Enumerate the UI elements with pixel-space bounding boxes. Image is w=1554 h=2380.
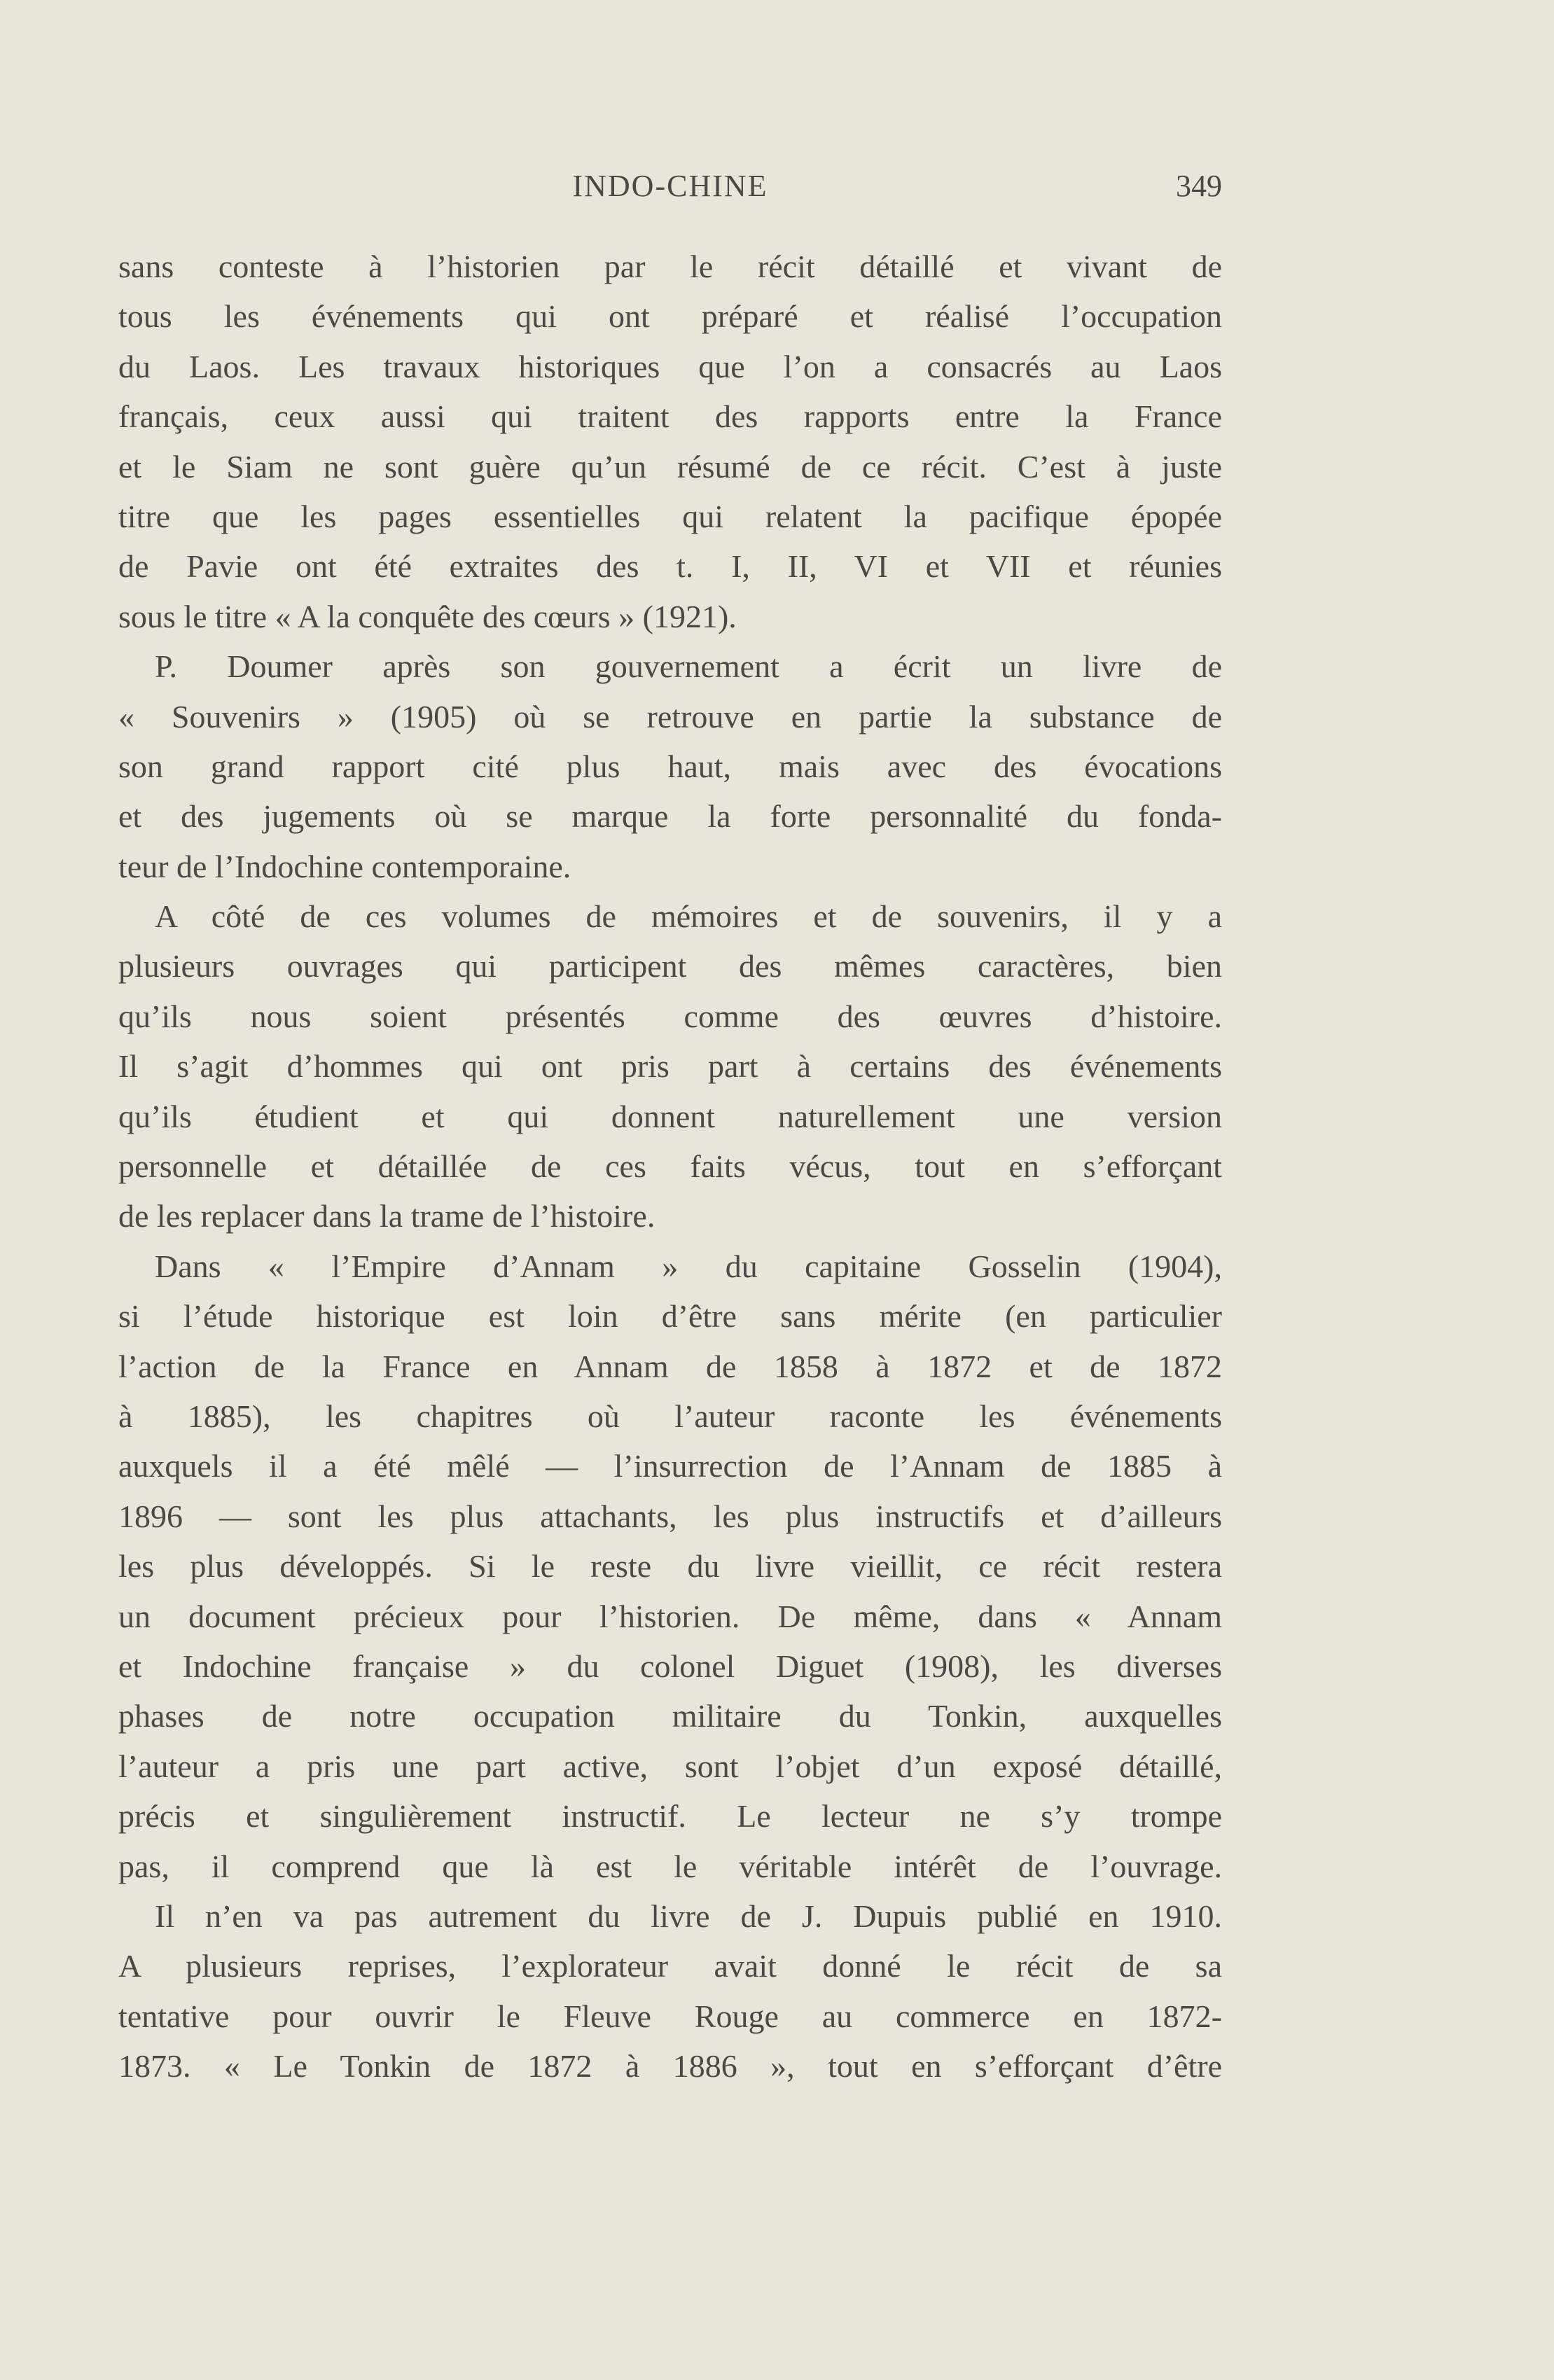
text-line: son grand rapport cité plus haut, mais avec des évocations bbox=[118, 748, 1222, 784]
text-line: Il s’agit d’hommes qui ont pris part à certains des événements bbox=[118, 1048, 1222, 1085]
text-line: l’auteur a pris une part active, sont l’objet d’un exposé détaillé, bbox=[118, 1748, 1222, 1784]
text-line: qu’ils étudient et qui donnent naturellement une version bbox=[118, 1098, 1222, 1134]
text-line: et Indochine française » du colonel Diguet (1908), les diverses bbox=[118, 1648, 1222, 1684]
text-line: plusieurs ouvrages qui participent des mêmes caractères, bien bbox=[118, 948, 1222, 984]
text-line: A plusieurs reprises, l’explorateur avait donné le récit de sa bbox=[118, 1948, 1222, 1984]
text-line: titre que les pages essentielles qui relatent la pacifique épopée bbox=[118, 498, 1222, 534]
text-line: auxquels il a été mêlé — l’insurrection de l’Annam de 1885 à bbox=[118, 1448, 1222, 1484]
text-line: sous le titre « A la conquête des cœurs » (1921). bbox=[118, 598, 737, 634]
text-line: un document précieux pour l’historien. De même, dans « Annam bbox=[118, 1598, 1222, 1634]
text-line: du Laos. Les travaux historiques que l’on a consacrés au Laos bbox=[118, 348, 1222, 384]
text-line: 1873. « Le Tonkin de 1872 à 1886 », tout en s’efforçant d’être bbox=[118, 2048, 1222, 2085]
text-line: de les replacer dans la trame de l’histoire. bbox=[118, 1198, 655, 1234]
text-line: si l’étude historique est loin d’être sans mérite (en particulier bbox=[118, 1298, 1222, 1335]
text-line: « Souvenirs » (1905) où se retrouve en partie la substance de bbox=[118, 698, 1222, 735]
text-line: à 1885), les chapitres où l’auteur raconte les événements bbox=[118, 1398, 1222, 1434]
text-line: personnelle et détaillée de ces faits vécus, tout en s’efforçant bbox=[118, 1148, 1222, 1185]
text-line: pas, il comprend que là est le véritable intérêt de l’ouvrage. bbox=[118, 1848, 1222, 1884]
running-title: INDO-CHINE bbox=[572, 169, 768, 203]
text-line: A côté de ces volumes de mémoires et de souvenirs, il y a bbox=[155, 898, 1222, 935]
text-line: français, ceux aussi qui traitent des rapports entre la France bbox=[118, 398, 1222, 435]
text-line: tentative pour ouvrir le Fleuve Rouge au commerce en 1872- bbox=[118, 1998, 1222, 2034]
page-number: 349 bbox=[1176, 169, 1222, 203]
text-line: qu’ils nous soient présentés comme des œuvres d’histoire. bbox=[118, 998, 1222, 1034]
text-line: Il n’en va pas autrement du livre de J. Dupuis publié en 1910. bbox=[155, 1898, 1222, 1934]
text-line: les plus développés. Si le reste du livre vieillit, ce récit restera bbox=[118, 1548, 1222, 1585]
text-line: l’action de la France en Annam de 1858 à 1872 et de 1872 bbox=[118, 1348, 1222, 1384]
text-line: Dans « l’Empire d’Annam » du capitaine Gosselin (1904), bbox=[155, 1248, 1222, 1284]
body-text bbox=[118, 242, 1222, 2091]
text-line: précis et singulièrement instructif. Le lecteur ne s’y trompe bbox=[118, 1798, 1222, 1835]
text-line: et le Siam ne sont guère qu’un résumé de ce récit. C’est à juste bbox=[118, 448, 1222, 485]
page-header bbox=[118, 168, 1222, 210]
text-line: 1896 — sont les plus attachants, les plus instructifs et d’ailleurs bbox=[118, 1498, 1222, 1534]
text-line: P. Doumer après son gouvernement a écrit un livre de bbox=[155, 648, 1222, 685]
text-line: phases de notre occupation militaire du Tonkin, auxquelles bbox=[118, 1698, 1222, 1734]
text-line: tous les événements qui ont préparé et réalisé l’occupation bbox=[118, 298, 1222, 335]
text-line: de Pavie ont été extraites des t. I, II, VI et VII et réunies bbox=[118, 548, 1222, 585]
text-line: et des jugements où se marque la forte personnalité du fonda- bbox=[118, 798, 1222, 835]
text-line: sans conteste à l’historien par le récit détaillé et vivant de bbox=[118, 249, 1222, 284]
text-line: teur de l’Indochine contemporaine. bbox=[118, 848, 571, 884]
